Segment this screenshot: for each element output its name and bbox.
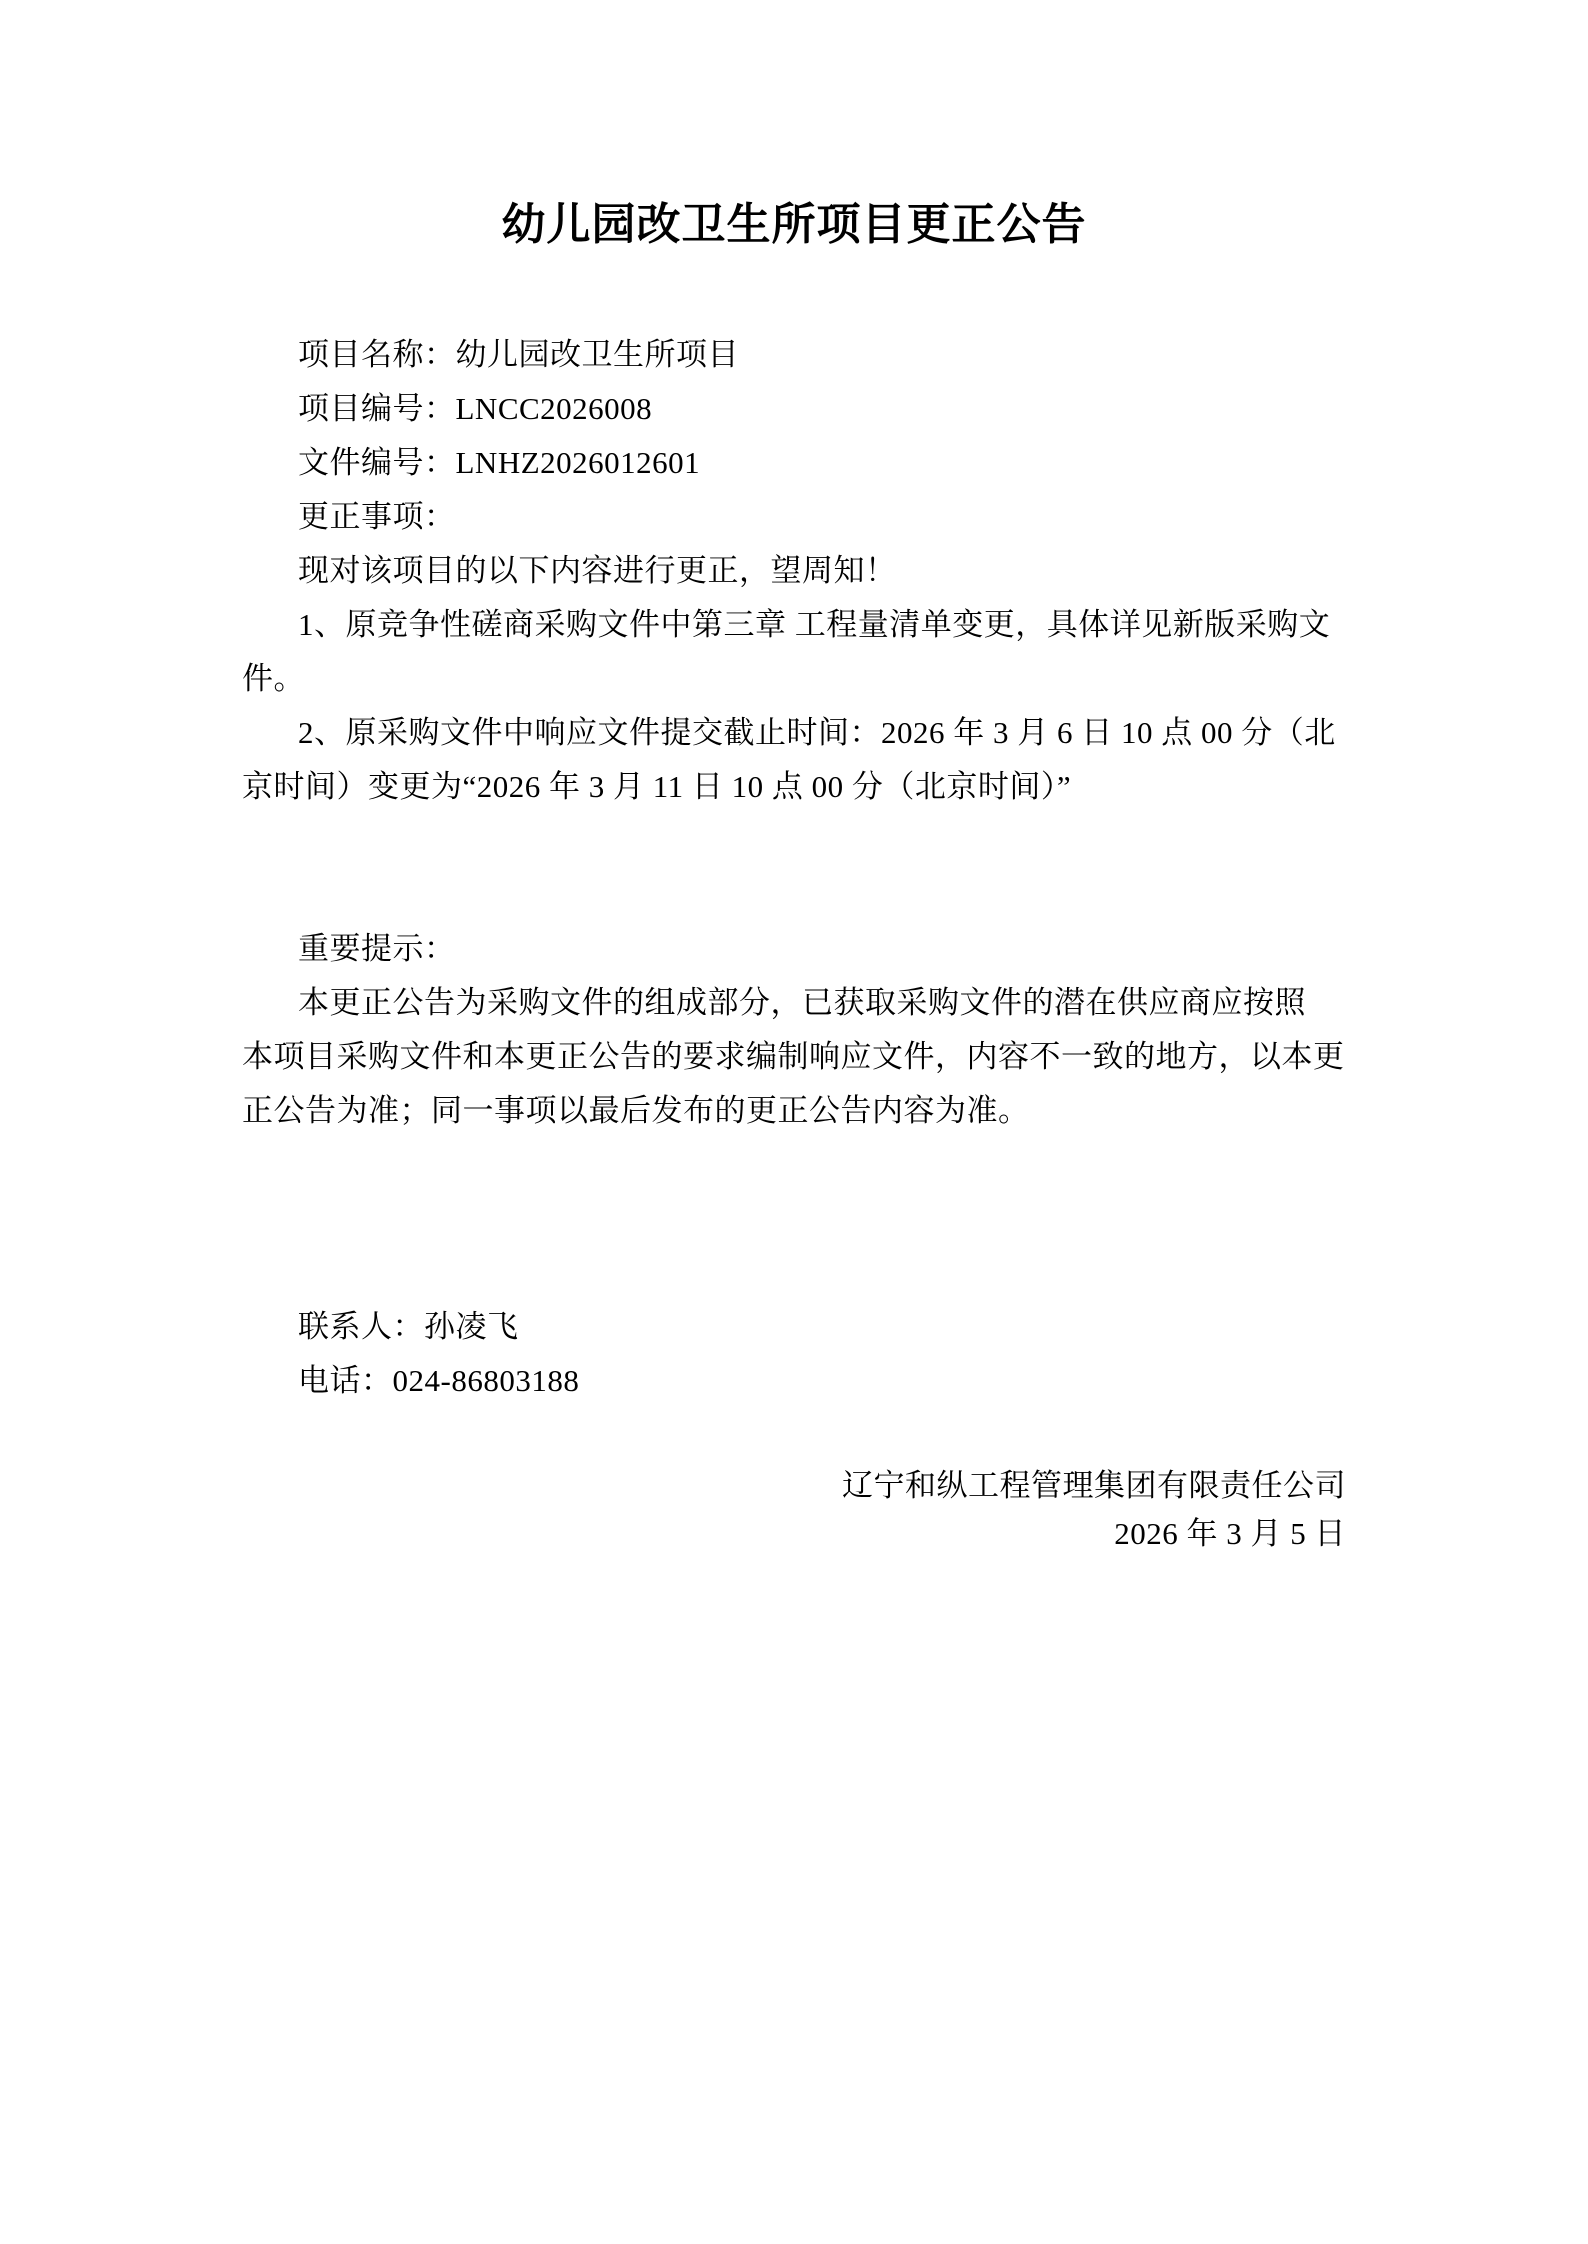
correction-item2-line2: 京时间）变更为“2026 年 3 月 11 日 10 点 00 分（北京时间）” xyxy=(242,769,1072,804)
project-name-line: 项目名称：幼儿园改卫生所项目 xyxy=(298,337,739,372)
spacer xyxy=(242,1138,1346,1300)
correction-info-section xyxy=(242,328,1346,814)
document-title: 幼儿园改卫生所项目更正公告 xyxy=(501,200,1087,249)
notice-line3: 正公告为准；同一事项以最后发布的更正公告内容为准。 xyxy=(242,1093,1030,1128)
spacer xyxy=(242,814,1346,922)
sign-date: 2026 年 3 月 5 日 xyxy=(1114,1516,1346,1551)
document-body xyxy=(242,328,1346,1558)
contact-phone-line: 电话：024-86803188 xyxy=(298,1363,580,1398)
contact-person-line: 联系人：孙凌飞 xyxy=(298,1309,519,1344)
notice-heading: 重要提示： xyxy=(298,931,456,966)
correction-item2-line1: 2、原采购文件中响应文件提交截止时间：2026 年 3 月 6 日 10 点 00 分（北 xyxy=(298,715,1336,750)
project-number-line: 项目编号：LNCC2026008 xyxy=(298,391,653,426)
company-name: 辽宁和纵工程管理集团有限责任公司 xyxy=(842,1468,1346,1503)
correction-item1-line1: 1、原竞争性磋商采购文件中第三章 工程量清单变更，具体详见新版采购文 xyxy=(298,607,1331,642)
notice-line1: 本更正公告为采购文件的组成部分，已获取采购文件的潜在供应商应按照 xyxy=(298,985,1306,1020)
notice-line2: 本项目采购文件和本更正公告的要求编制响应文件，内容不一致的地方，以本更 xyxy=(242,1039,1345,1074)
correction-items-label: 更正事项： xyxy=(298,499,456,534)
spacer xyxy=(242,1408,1346,1462)
contact-section xyxy=(242,1300,1346,1408)
correction-intro-line: 现对该项目的以下内容进行更正，望周知！ xyxy=(298,553,897,588)
file-number-line: 文件编号：LNHZ2026012601 xyxy=(298,445,701,480)
document-content xyxy=(242,0,1346,1558)
signoff-section xyxy=(242,1462,1346,1558)
important-notice-section xyxy=(242,922,1346,1138)
correction-item1-line2: 件。 xyxy=(242,661,305,696)
